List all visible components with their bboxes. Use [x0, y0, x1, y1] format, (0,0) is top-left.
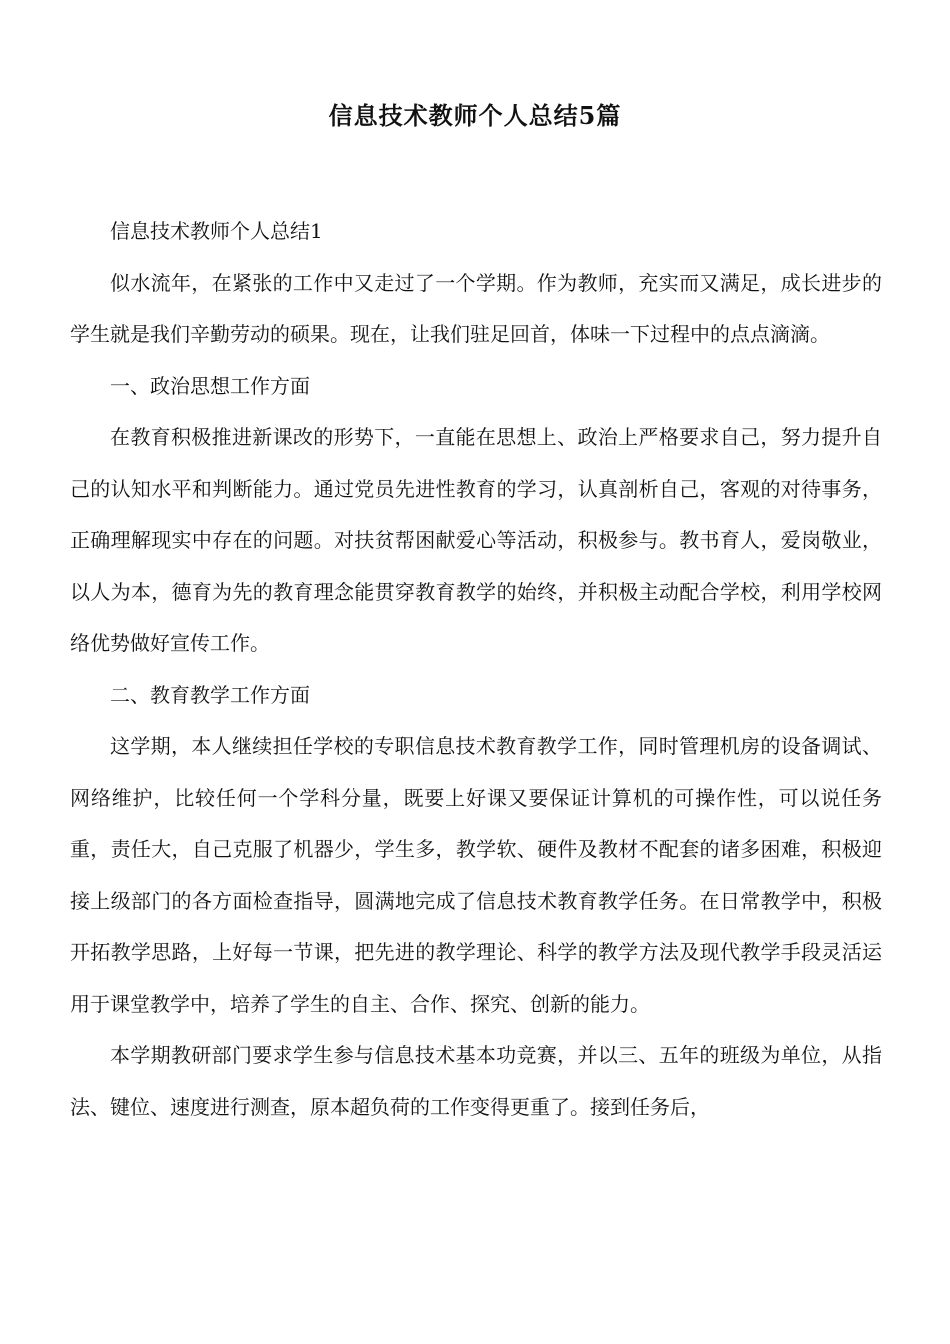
intro-paragraph: 似水流年，在紧张的工作中又走过了一个学期。作为教师，充实而又满足，成长进步的学生就是我们辛勤劳动的硕果。现在，让我们驻足回首，体味一下过程中的点点滴滴。	[70, 270, 882, 346]
document-body	[70, 206, 882, 1133]
political-paragraph: 在教育积极推进新课改的形势下，一直能在思想上、政治上严格要求自己，努力提升自己的认知水平和判断能力。通过党员先进性教育的学习，认真剖析自己，客观的对待事务，正确理解现实中存在的问题。对扶贫帮困献爱心等活动，积极参与。教书育人，爱岗敬业，以人为本，德育为先的教育理念能贯穿教育教学的始终，并积极主动配合学校，利用学校网络优势做好宣传工作。	[70, 425, 882, 655]
section-heading-political: 一、政治思想工作方面	[110, 373, 310, 398]
competition-paragraph: 本学期教研部门要求学生参与信息技术基本功竞赛，并以三、五年的班级为单位，从指法、键位、速度进行测查，原本超负荷的工作变得更重了。接到任务后，	[70, 1043, 882, 1119]
section-heading-teaching: 二、教育教学工作方面	[110, 682, 310, 707]
document-title: 信息技术教师个人总结5篇	[328, 101, 622, 130]
section-heading-summary-1: 信息技术教师个人总结1	[110, 219, 323, 243]
teaching-paragraph: 这学期，本人继续担任学校的专职信息技术教育教学工作，同时管理机房的设备调试、网络维护，比较任何一个学科分量，既要上好课又要保证计算机的可操作性，可以说任务重，责任大，自己克服了机器少，学生多，教学软、硬件及教材不配套的诸多困难，积极迎接上级部门的各方面检查指导，圆满地完成了信息技术教育教学任务。在日常教学中，积极开拓教学思路，上好每一节课，把先进的教学理论、科学的教学方法及现代教学手段灵活运用于课堂教学中，培养了学生的自主、合作、探究、创新的能力。	[70, 734, 882, 1016]
